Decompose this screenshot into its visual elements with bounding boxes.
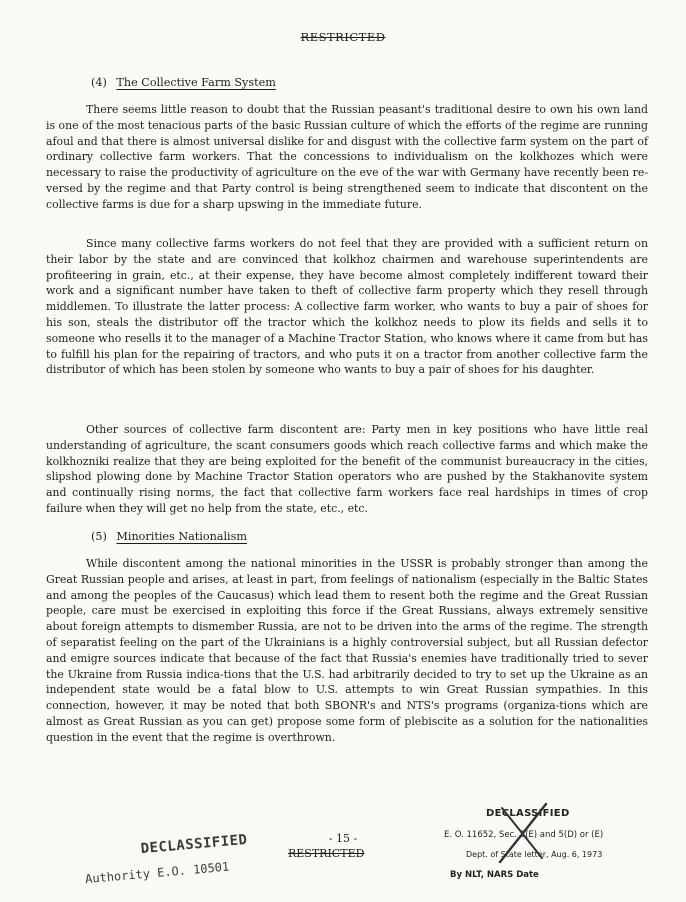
section-number: (5) xyxy=(91,530,107,543)
stamp-title: DECLASSIFIED xyxy=(486,808,570,819)
section-heading-5 xyxy=(91,530,247,543)
paragraph-1: There seems little reason to doubt that the Russian peasant's traditional desire to own his own land is one of the most tenacious parts of the basic Russian culture of which the efforts of the regime are running afoul and that there is almost universal dislike for and disgust with the collective farm system on the part of ordinary collective farm workers. That the concessions to individualism on the kolkhozes which were necessary to raise the productivity of agriculture on the eve of the war with Germany have recently been re-versed by the regime and that Party control is being strengthened seem to indicate that discontent on the collective farms is due for a sharp upswing in the immediate future. xyxy=(46,103,648,211)
section-title: The Collective Farm System xyxy=(116,76,276,89)
paragraph-3: Other sources of collective farm discontent are: Party men in key positions who have little real understanding of agriculture, the scant consumers goods which reach collective farms and which make the kolkhozniki realize that they are being exploited for the benefit of the communist bureaucracy in the cities, slipshod plowing done by Machine Tractor Station operators who are pushed by the Stakhanovite system and continually rising norms, the fact that collective farm workers face real hardships in times of crop failure when they will get no help from the state, etc., etc. xyxy=(46,423,648,515)
section-title: Minorities Nationalism xyxy=(116,530,247,543)
section-number: (4) xyxy=(91,76,107,89)
footer-classification: RESTRICTED xyxy=(288,847,365,860)
stamp-line-1: E. O. 11652, Sec. 3(E) and 5(D) or (E) xyxy=(444,830,604,840)
stamp-line-3: By NLT, NARS Date xyxy=(450,870,539,880)
paragraph-4: While discontent among the national minorities in the USSR is probably stronger than among the Great Russian people and arises, at least in part, from feelings of nationalism (especially in the Baltic States and among the peoples of the Caucasus) which lead them to resent both the regime and the Great Russian people, care must be exercised in exploiting this force if the Great Russians, always extremely sensitive about foreign attempts to dismember Russia, are not to be driven into the arms of the regime. The strength of separatist feeling on the part of the Ukrainians is a highly controversial subject, but all Russian defector and emigre sources indicate that because of the fact that Russia's enemies have traditionally tried to sever the Ukraine from Russia indica-tions that the U.S. had arbitrarily decided to try to set up the Ukraine as an independent state would be a fatal blow to U.S. attempts to win Great Russian sympathies. In this connection, however, it may be noted that both SBONR's and NTS's programs (organiza-tions which are almost as Great Russian as you can get) propose some form of plebiscite as a solution for the nationalities question in the event that the regime is overthrown. xyxy=(46,557,648,744)
stamp-line-2: Dept. of State letter, Aug. 6, 1973 xyxy=(466,850,603,859)
handwritten-x-mark xyxy=(494,798,554,868)
section-heading-4 xyxy=(91,76,276,89)
authority-line: Authority E.O. 10501 xyxy=(84,859,230,887)
declassified-stamp-text: DECLASSIFIED xyxy=(140,831,249,858)
header-classification: RESTRICTED xyxy=(300,30,386,44)
paragraph-2: Since many collective farms workers do not feel that they are provided with a sufficient return on their labor by the state and are convinced that kolkhoz chairmen and warehouse superintendents are profiteering in grain, etc., at their expense, they have become almost completely indifferent toward their work and a significant number have taken to theft of collective farm property which they resell through middlemen. To illustrate the latter process: A collective farm worker, who wants to buy a pair of shoes for his son, steals the distributor off the tractor which the kolkhoz needs to plow its fields and sells it to someone who resells it to the manager of a Machine Tractor Station, who knows where it came from but has to fulfill his plan for the repairing of tractors, and who puts it on a tractor from another collective farm the distributor of which has been stolen by someone who wants to buy a pair of shoes for his daughter. xyxy=(46,237,648,377)
page-number: - 15 - xyxy=(328,832,358,845)
